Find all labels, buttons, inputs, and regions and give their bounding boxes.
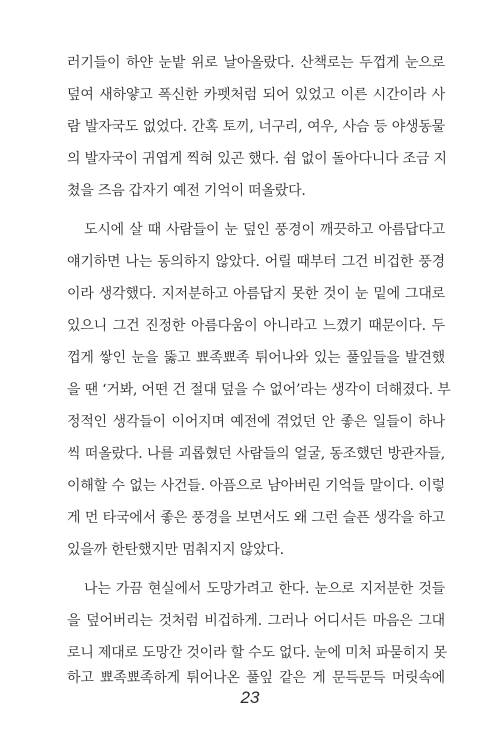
text-line: 정적인 생각들이 이어지며 예전에 겪었던 안 좋은 일들이 하나 [67,414,445,430]
text-line: 덮여 새하얗고 폭신한 카펫처럼 되어 있었고 이른 시간이라 사 [67,87,445,103]
text-line: 껍게 쌓인 눈을 뚫고 뾰족뾰족 튀어나와 있는 풀잎들을 발견했 [67,350,445,366]
text-line: 의 발자국이 귀엽게 찍혀 있곤 했다. 쉼 없이 돌아다니다 조금 지 [67,151,447,167]
text-line: 도시에 살 때 사람들이 눈 덮인 풍경이 깨끗하고 아름답다고 [84,222,445,238]
text-line: 러기들이 하얀 눈밭 위로 날아올랐다. 산책로는 두껍게 눈으로 [67,55,445,71]
text-line: 나는 가끔 현실에서 도망가려고 한다. 눈으로 지저분한 것들 [84,581,445,597]
text-line: 이라 생각했다. 지저분하고 아름답지 못한 것이 눈 밑에 그대로 [67,286,445,302]
text-line: 있으니 그건 진정한 아름다움이 아니라고 느꼈기 때문이다. 두 [67,318,445,334]
text-line: 게 먼 타국에서 좋은 풍경을 보면서도 왜 그런 슬픈 생각을 하고 [67,510,445,526]
text-line: 쳤을 즈음 갑자기 예전 기억이 떠올랐다. [67,183,306,199]
text-line: 로니 제대로 도망간 것이라 할 수도 없다. 눈에 미처 파묻히지 못 [67,645,447,661]
text-line: 을 땐 ‘거봐, 어떤 건 절대 덮을 수 없어’라는 생각이 더해졌다. 부 [67,382,451,398]
text-line: 람 발자국도 없었다. 간혹 토끼, 너구리, 여우, 사슴 등 야생동물 [67,119,445,135]
text-line: 하고 뾰족뾰족하게 튀어나온 풀잎 같은 게 문득문득 머릿속에 [67,670,445,686]
text-line: 이해할 수 없는 사건들. 아픔으로 남아버린 기억들 말이다. 이렇 [67,478,445,494]
text-line: 을 덮어버리는 것처럼 비겁하게. 그러나 어디서든 마음은 그대 [67,613,445,629]
text-line: 얘기하면 나는 동의하지 않았다. 어릴 때부터 그건 비겁한 풍경 [67,254,445,270]
page-number: 23 [240,688,260,707]
text-line: 씩 떠올랐다. 나를 괴롭혔던 사람들의 얼굴, 동조했던 방관자들, [67,446,445,462]
text-line: 있을까 한탄했지만 멈춰지지 않았다. [67,542,284,558]
